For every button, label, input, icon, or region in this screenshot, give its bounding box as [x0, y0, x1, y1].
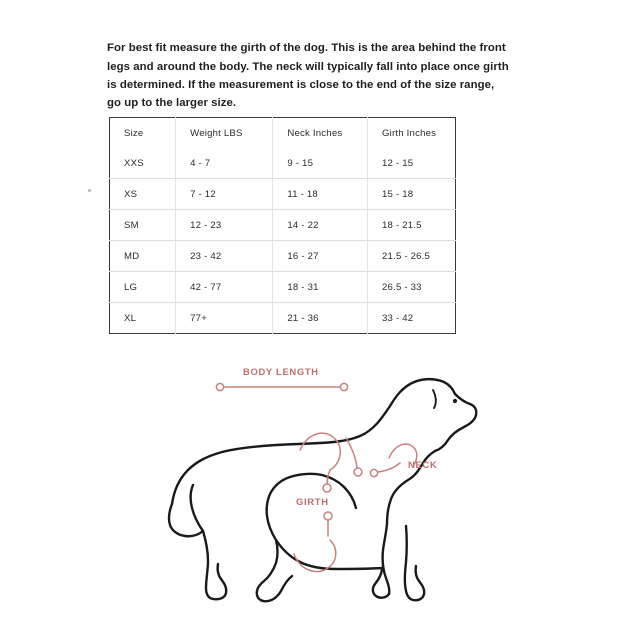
cell-weight: 4 - 7 [176, 148, 273, 179]
girth-side-marker [354, 468, 362, 476]
girth-upper-marker [323, 484, 331, 492]
body-length-measurement [216, 366, 347, 391]
cell-neck: 11 - 18 [273, 179, 368, 210]
neck-measurement [370, 444, 437, 477]
cell-weight: 42 - 77 [176, 272, 273, 303]
cell-size: XL [110, 303, 176, 334]
cell-girth: 15 - 18 [368, 179, 456, 210]
cell-girth: 33 - 42 [382, 312, 414, 324]
cell-size: SM [110, 210, 176, 241]
scan-artifact-speck [88, 189, 91, 192]
girth-lower-marker [324, 512, 332, 520]
girth-measurement [294, 433, 362, 571]
size-chart-table-container [109, 117, 456, 334]
table-header-row [110, 118, 456, 149]
girth-label: GIRTH [296, 496, 329, 507]
cell-neck: 21 - 36 [273, 303, 368, 334]
cell-girth: 18 - 21.5 [368, 210, 456, 241]
neck-label: NECK [408, 459, 438, 470]
header-weight: Weight LBS [176, 118, 273, 149]
cell-neck: 9 - 15 [273, 148, 368, 179]
table-row [110, 179, 456, 210]
cell-girth: 26.5 - 33 [368, 272, 456, 303]
size-chart-table [109, 117, 456, 334]
cell-neck: 16 - 27 [273, 241, 368, 272]
cell-size: XS [110, 179, 176, 210]
cell-size: XXS [110, 148, 176, 179]
cell-weight: 12 - 23 [176, 210, 273, 241]
cell-weight: 23 - 42 [176, 241, 273, 272]
header-girth: Girth Inches [382, 127, 437, 139]
cell-size: LG [110, 272, 176, 303]
table-row [110, 210, 456, 241]
header-neck: Neck Inches [273, 118, 368, 149]
table-row [110, 272, 456, 303]
intro-paragraph: For best fit measure the girth of the dog. This is the area behind the front legs and around the body. The neck will typically fall into place once girth is determined. If the measurement is close to the end of the size range, go up to the larger size. [107, 42, 509, 109]
cell-girth: 21.5 - 26.5 [368, 241, 456, 272]
dog-silhouette-icon [169, 379, 476, 601]
header-size: Size [110, 118, 176, 149]
table-row [110, 241, 456, 272]
cell-girth: 12 - 15 [368, 148, 456, 179]
body-length-label: BODY LENGTH [243, 366, 319, 377]
cell-weight: 7 - 12 [176, 179, 273, 210]
table-row [110, 148, 456, 179]
cell-weight: 77+ [176, 303, 273, 334]
cell-size: MD [110, 241, 176, 272]
cell-neck: 18 - 31 [273, 272, 368, 303]
table-row [110, 303, 456, 334]
body-length-end-marker [340, 383, 347, 390]
body-length-start-marker [216, 383, 223, 390]
dog-measurement-diagram [150, 358, 480, 603]
cell-neck: 14 - 22 [273, 210, 368, 241]
neck-marker [370, 469, 377, 476]
